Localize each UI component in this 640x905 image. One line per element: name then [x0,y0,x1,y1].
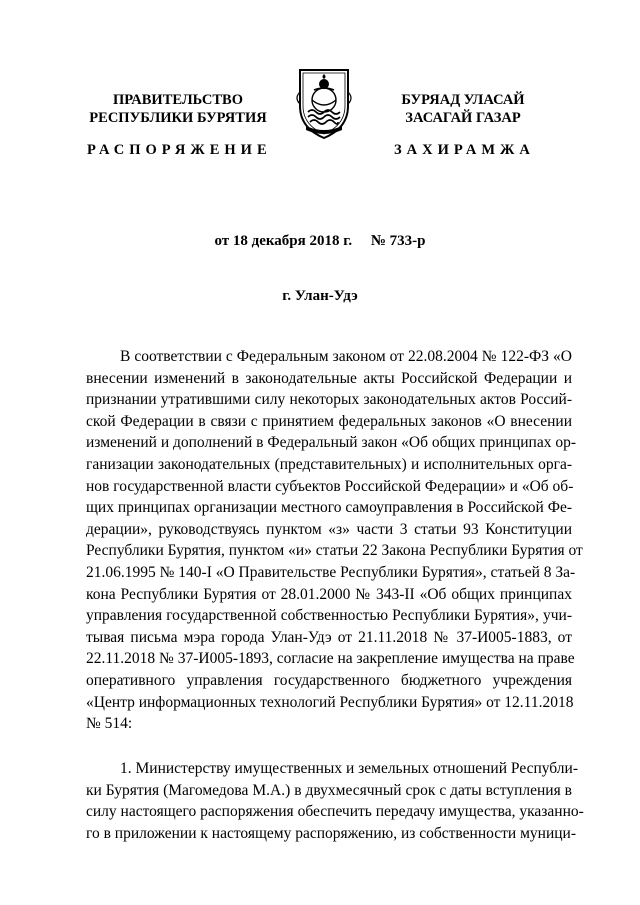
header-left-line2: РЕСПУБЛИКИ БУРЯТИЯ [89,110,267,126]
text-line: ганизации законодательных (представительных) и исполнительных орга- [86,455,572,473]
text-line: нов государственной власти субъектов Российской Федерации» и «Об об- [86,477,574,495]
text-line: оперативного управления государственного бюджетного учреждения [86,671,572,689]
text-line: ской Федерации в связи с принятием федеральных законов «О внесении [86,412,572,430]
text-line: В соответствии с Федеральным законом от 22.08.2004 № 122-ФЗ «О [120,348,572,365]
paragraph-item-1 [86,758,584,844]
text-line: щих принципах организации местного самоуправления в Российской Фе- [86,499,572,517]
text-line: управления государственной собственностью Республики Бурятия», учи- [86,607,572,625]
text-line: 22.11.2018 № 37-И005-1893, согласие на закрепление имущества на праве [86,650,575,668]
text-line: силу настоящего распоряжения обеспечить передачу имущества, указанно- [86,803,584,821]
text-line: «Центр информационных технологий Республики Бурятия» от 12.11.2018 [86,693,574,711]
text-line: изменений и дополнений в Федеральный закон «Об общих принципах ор- [86,434,577,452]
document-date-number: от 18 декабря 2018 г. № 733-р [214,233,426,249]
document-type-russian: РАСПОРЯЖЕНИЕ [87,142,272,158]
document-type-buryat: ЗАХИРАМЖА [394,142,535,158]
text-line: 1. Министерству имущественных и земельных отношений Республи- [120,760,578,777]
header-right-line2: ЗАСАГАЙ ГАЗАР [405,110,521,126]
paragraph-preamble [86,346,583,735]
text-line: внесении изменений в законодательные акты Российской Федерации и [86,369,572,387]
header-left-line1: ПРАВИТЕЛЬСТВО [113,92,243,108]
text-line: № 514: [86,715,133,733]
document-city: г. Улан-Удэ [282,288,358,304]
government-name-buryat [368,91,558,127]
coat-of-arms-icon [292,62,356,142]
text-line: Республики Бурятия, пунктом «и» статьи 22 Закона Республики Бурятия от [86,542,583,560]
text-line: тывая письма мэра города Улан-Удэ от 21.11.2018 № 37-И005-1883, от [86,628,572,646]
government-name-russian [78,91,278,127]
text-line: 21.06.1995 № 140-I «О Правительстве Республики Бурятия», статьей 8 За- [86,563,576,581]
text-line: дерации», руководствуясь пунктом «з» части 3 статьи 93 Конституции [86,520,572,538]
text-line: признании утратившими силу некоторых законодательных актов Россий- [86,391,572,409]
header-right-line1: БУРЯАД УЛАСАЙ [401,92,525,108]
text-line: го в приложении к настоящему распоряжению, из собственности муници- [86,824,576,842]
text-line: ки Бурятия (Магомедова М.А.) в двухмесячный срок с даты вступления в [86,781,572,799]
text-line: кона Республики Бурятия от 28.01.2000 № 343-II «Об общих принципах [86,585,572,603]
